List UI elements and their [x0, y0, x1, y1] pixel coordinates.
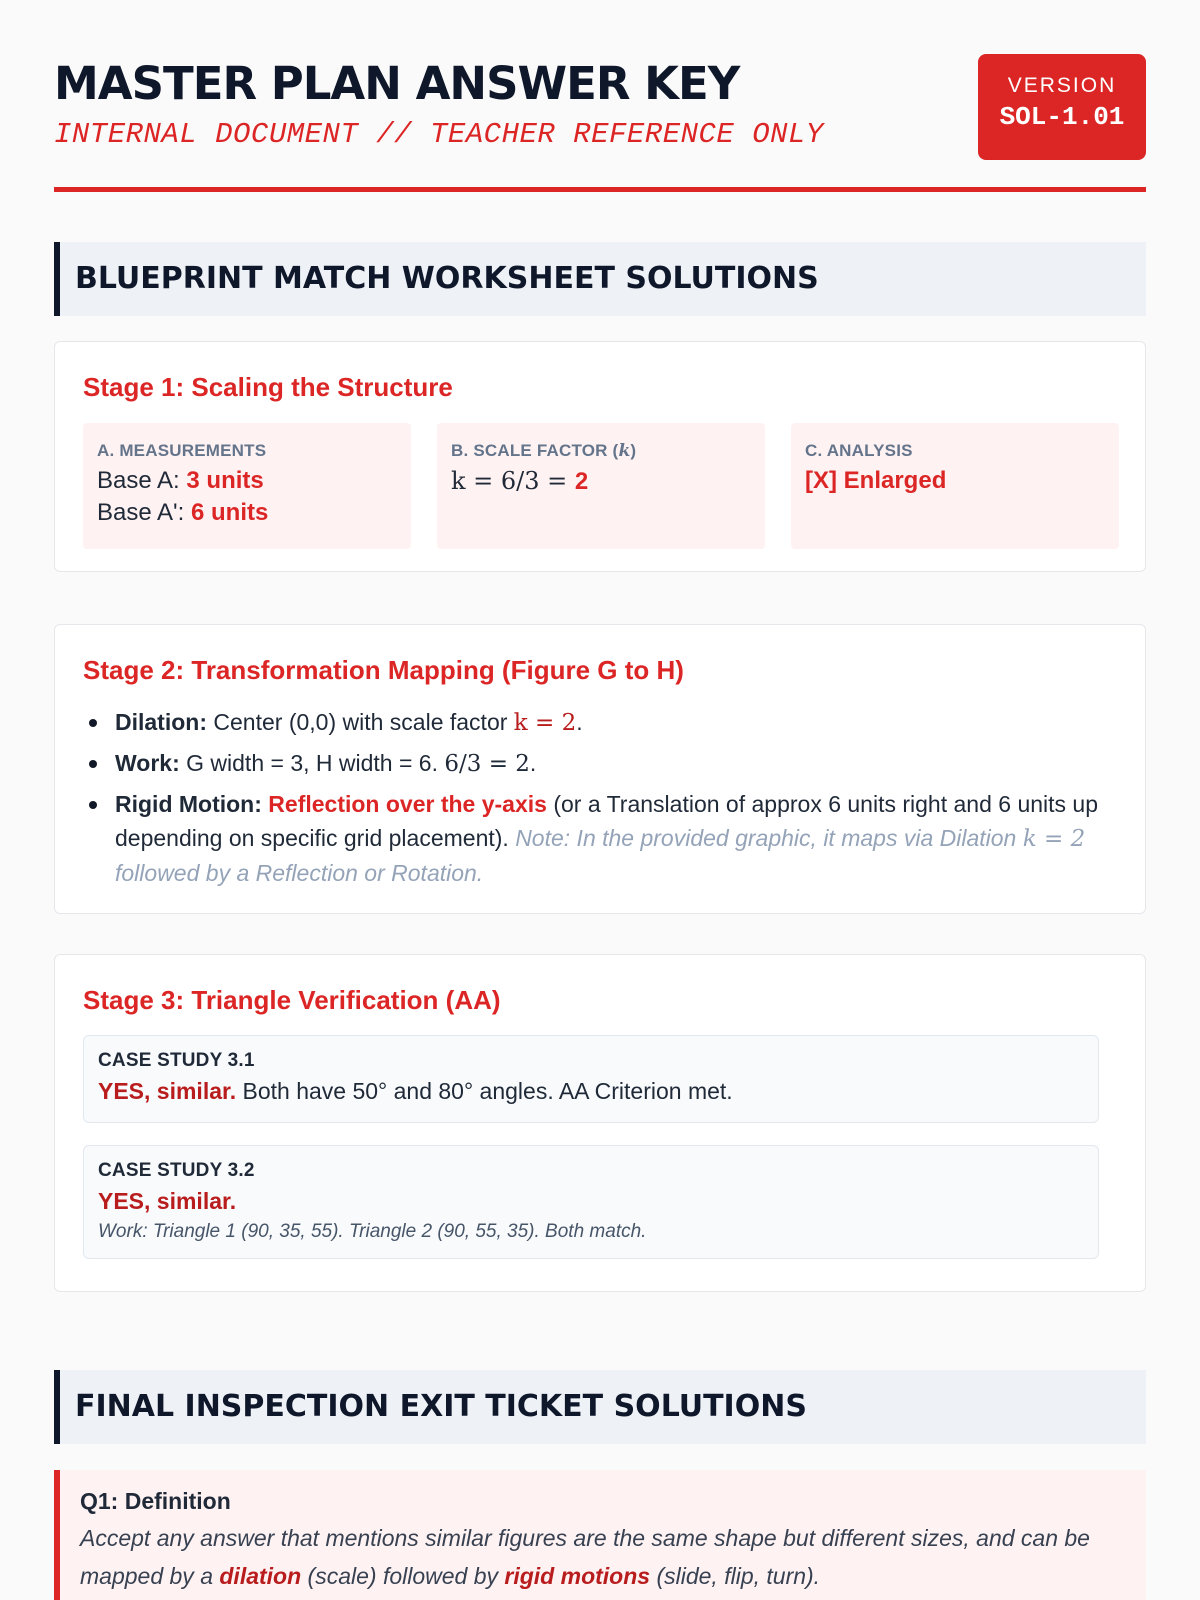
case1-label: CASE STUDY 3.1: [98, 1050, 255, 1071]
list-item-dilation: [115, 705, 1125, 740]
answer-key-page: [54, 54, 1146, 1589]
q1-text-mid: (scale) followed by: [301, 1563, 505, 1589]
scale-factor-box: [437, 423, 765, 549]
scale-factor-label: [451, 441, 751, 461]
case2-answer: YES, similar.: [98, 1188, 237, 1214]
base-a-line: [97, 467, 397, 495]
rigid-note-math: k = 2: [1022, 826, 1086, 852]
base-a-value: 3 units: [186, 467, 264, 494]
q1-term-dilation: dilation: [219, 1563, 302, 1589]
stage3-title: Stage 3: Triangle Verification (AA): [83, 985, 501, 1015]
rigid-term: Rigid Motion:: [115, 791, 262, 817]
header-divider: [54, 187, 1146, 192]
case2-line: [98, 1188, 1084, 1215]
analysis-box: [791, 423, 1119, 549]
base-a-prime-value: 6 units: [190, 499, 269, 526]
dilation-text: Center (0,0) with scale factor: [207, 709, 514, 735]
version-label: VERSION: [1007, 74, 1117, 97]
scale-factor-label-text: B. SCALE FACTOR (: [451, 441, 619, 460]
base-a-prime-label: Base A':: [97, 499, 191, 526]
work-term: Work:: [115, 750, 180, 776]
stage2-list: [115, 705, 1125, 896]
base-a-label: Base A:: [97, 467, 187, 494]
version-badge: [978, 54, 1146, 160]
scale-factor-line: [451, 467, 751, 496]
scale-factor-label-end: ): [630, 441, 637, 460]
case1-answer: YES, similar.: [98, 1078, 237, 1104]
document-title: MASTER PLAN ANSWER KEY: [54, 57, 740, 110]
list-item-work: [115, 746, 1125, 781]
section-heading-worksheet: BLUEPRINT MATCH WORKSHEET SOLUTIONS: [54, 242, 1146, 316]
document-header: [54, 54, 1146, 194]
q1-title: Q1: Definition: [80, 1488, 231, 1514]
dilation-math: k = 2: [513, 710, 577, 736]
rigid-answer: Reflection over the y-axis: [268, 791, 547, 817]
stage2-title: Stage 2: Transformation Mapping (Figure G to H): [83, 655, 684, 685]
analysis-label: C. ANALYSIS: [805, 441, 913, 460]
work-text: G width = 3, H width = 6.: [179, 750, 445, 776]
case-study-3-1: [83, 1035, 1099, 1123]
rigid-text: (or a Translation of approx 6 units right and 6 units up depending on specific grid placement).: [115, 791, 1098, 851]
work-end: .: [529, 750, 537, 776]
analysis-answer: [X] Enlarged: [805, 467, 947, 494]
scale-factor-formula: k = 6/3 =: [451, 467, 575, 495]
q1-text-end: (slide, flip, turn).: [650, 1563, 821, 1589]
case-study-3-2: [83, 1145, 1099, 1259]
stage3-card: [54, 954, 1146, 1292]
scale-factor-answer: 2: [574, 468, 589, 495]
rigid-note-start: Note: In the provided graphic, it maps via Dilation: [515, 825, 1023, 851]
section-heading-exit-ticket: FINAL INSPECTION EXIT TICKET SOLUTIONS: [54, 1370, 1146, 1444]
list-item-rigid-motion: [115, 787, 1125, 890]
case1-line: [98, 1078, 1084, 1105]
stage1-title: Stage 1: Scaling the Structure: [83, 372, 453, 402]
stage2-card: [54, 624, 1146, 914]
q1-answer-box: [54, 1470, 1146, 1600]
dilation-end: .: [576, 709, 583, 735]
q1-text: [80, 1519, 1126, 1595]
case2-work: Work: Triangle 1 (90, 35, 55). Triangle 2 (90, 55, 35). Both match.: [98, 1221, 647, 1242]
stage1-card: [54, 341, 1146, 572]
work-math: 6/3 = 2: [444, 751, 530, 777]
case1-text: Both have 50° and 80° angles. AA Criterion met.: [236, 1078, 733, 1104]
measurements-label: A. MEASUREMENTS: [97, 441, 267, 460]
case2-label: CASE STUDY 3.2: [98, 1160, 255, 1181]
q1-text-start: Accept any answer that mentions similar figures are the same shape but different sizes, and can be mapped by a: [80, 1525, 1090, 1589]
document-subtitle: INTERNAL DOCUMENT // TEACHER REFERENCE ONLY: [54, 118, 824, 151]
rigid-note-end: followed by a Reflection or Rotation.: [115, 860, 484, 886]
version-value: SOL-1.01: [999, 102, 1125, 132]
dilation-term: Dilation:: [115, 709, 207, 735]
scale-factor-label-math: k: [618, 441, 631, 461]
q1-term-rigid-motions: rigid motions: [504, 1563, 651, 1589]
measurements-box: [83, 423, 411, 549]
base-a-prime-line: [97, 499, 397, 527]
